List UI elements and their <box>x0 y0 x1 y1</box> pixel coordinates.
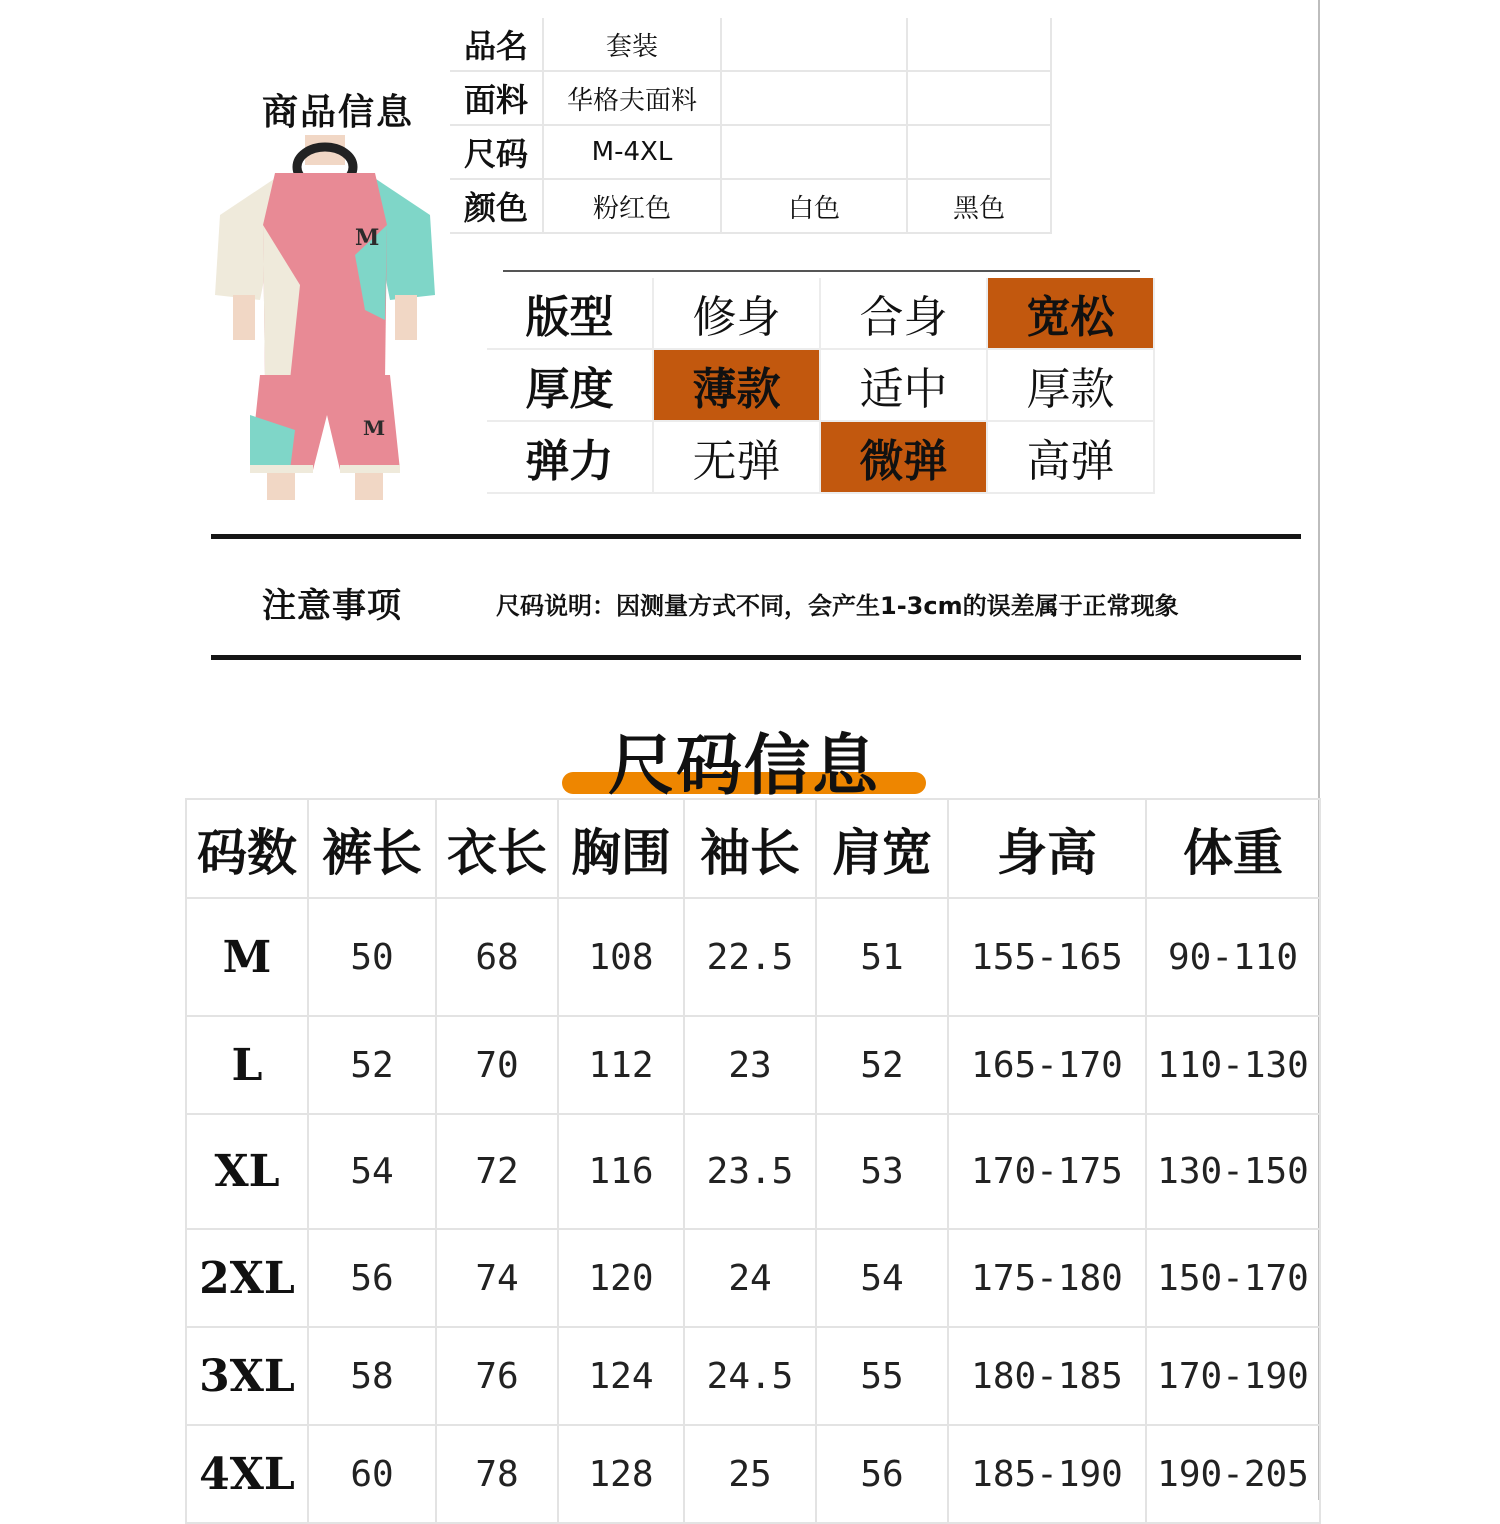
size-cell: 54 <box>816 1229 948 1327</box>
size-cell: 78 <box>436 1425 558 1523</box>
size-cell: 24.5 <box>684 1327 816 1425</box>
info-value <box>907 18 1051 71</box>
notice-text: 尺码说明：因测量方式不同，会产生1-3cm的误差属于正常现象 <box>496 592 1179 620</box>
size-cell: 23.5 <box>684 1114 816 1229</box>
size-cell: 68 <box>436 898 558 1016</box>
info-value <box>907 125 1051 179</box>
size-cell: 25 <box>684 1425 816 1523</box>
size-cell: 110-130 <box>1146 1016 1320 1114</box>
size-cell: 52 <box>816 1016 948 1114</box>
info-value <box>721 71 907 125</box>
size-cell: 170-175 <box>948 1114 1146 1229</box>
attribute-row <box>487 349 1154 421</box>
size-header-cell: 码数 <box>186 799 308 898</box>
size-cell: 150-170 <box>1146 1229 1320 1327</box>
size-row <box>186 1114 1320 1229</box>
size-header-cell: 身高 <box>948 799 1146 898</box>
size-cell: 56 <box>816 1425 948 1523</box>
attribute-row <box>487 421 1154 493</box>
size-cell: 52 <box>308 1016 436 1114</box>
size-cell: 51 <box>816 898 948 1016</box>
size-cell: XL <box>186 1114 308 1229</box>
size-cell: 2XL <box>186 1229 308 1327</box>
info-value: M-4XL <box>543 125 721 179</box>
size-cell: 23 <box>684 1016 816 1114</box>
size-cell: 155-165 <box>948 898 1146 1016</box>
info-value: 套装 <box>543 18 721 71</box>
info-row <box>450 18 1051 71</box>
info-row <box>450 125 1051 179</box>
product-image <box>205 135 445 500</box>
attribute-option: 合身 <box>820 278 987 349</box>
info-row <box>450 71 1051 125</box>
size-cell: 180-185 <box>948 1327 1146 1425</box>
attribute-option: 宽松 <box>987 278 1154 349</box>
size-cell: 116 <box>558 1114 684 1229</box>
info-label: 品名 <box>450 18 543 71</box>
info-row <box>450 179 1051 233</box>
size-cell: 120 <box>558 1229 684 1327</box>
attribute-option: 无弹 <box>653 421 820 493</box>
size-cell: 190-205 <box>1146 1425 1320 1523</box>
svg-text:M: M <box>363 416 386 440</box>
size-cell: 58 <box>308 1327 436 1425</box>
attribute-option: 薄款 <box>653 349 820 421</box>
size-header-cell: 胸围 <box>558 799 684 898</box>
attribute-option: 适中 <box>820 349 987 421</box>
size-row <box>186 898 1320 1016</box>
size-cell: 124 <box>558 1327 684 1425</box>
size-row <box>186 1229 1320 1327</box>
attribute-label: 版型 <box>487 278 653 349</box>
size-cell: 50 <box>308 898 436 1016</box>
attribute-row <box>487 278 1154 349</box>
size-header-cell: 裤长 <box>308 799 436 898</box>
size-header-cell: 袖长 <box>684 799 816 898</box>
size-cell: 70 <box>436 1016 558 1114</box>
size-cell: 55 <box>816 1327 948 1425</box>
info-value <box>721 125 907 179</box>
size-cell: 24 <box>684 1229 816 1327</box>
attribute-option: 修身 <box>653 278 820 349</box>
notice-title: 注意事项 <box>262 586 402 626</box>
size-cell: 112 <box>558 1016 684 1114</box>
attribute-table <box>487 278 1155 494</box>
attribute-top-rule <box>503 270 1140 272</box>
info-label: 颜色 <box>450 179 543 233</box>
size-cell: 90-110 <box>1146 898 1320 1016</box>
info-label: 面料 <box>450 71 543 125</box>
size-cell: 53 <box>816 1114 948 1229</box>
size-cell: 165-170 <box>948 1016 1146 1114</box>
size-cell: 185-190 <box>948 1425 1146 1523</box>
info-value: 白色 <box>721 179 907 233</box>
size-cell: 130-150 <box>1146 1114 1320 1229</box>
info-value: 华格夫面料 <box>543 71 721 125</box>
size-cell: 108 <box>558 898 684 1016</box>
size-cell: 72 <box>436 1114 558 1229</box>
size-cell: 175-180 <box>948 1229 1146 1327</box>
info-value <box>721 18 907 71</box>
attribute-option: 高弹 <box>987 421 1154 493</box>
size-cell: M <box>186 898 308 1016</box>
size-cell: 74 <box>436 1229 558 1327</box>
attribute-option: 微弹 <box>820 421 987 493</box>
size-cell: 76 <box>436 1327 558 1425</box>
size-cell: L <box>186 1016 308 1114</box>
model-figure <box>215 135 435 500</box>
size-cell: 3XL <box>186 1327 308 1425</box>
size-row <box>186 1327 1320 1425</box>
size-table <box>185 798 1321 1524</box>
info-label: 尺码 <box>450 125 543 179</box>
size-cell: 128 <box>558 1425 684 1523</box>
notice-bottom-rule <box>211 655 1301 660</box>
svg-text:M: M <box>355 225 380 251</box>
size-cell: 4XL <box>186 1425 308 1523</box>
size-cell: 170-190 <box>1146 1327 1320 1425</box>
attribute-label: 厚度 <box>487 349 653 421</box>
attribute-option: 厚款 <box>987 349 1154 421</box>
size-row <box>186 1016 1320 1114</box>
size-table-header <box>186 799 1320 898</box>
info-value: 粉红色 <box>543 179 721 233</box>
size-header-cell: 体重 <box>1146 799 1320 898</box>
size-info-title: 尺码信息 <box>608 727 880 804</box>
product-info-table <box>450 18 1052 234</box>
info-value <box>907 71 1051 125</box>
size-row <box>186 1425 1320 1523</box>
size-header-cell: 肩宽 <box>816 799 948 898</box>
size-cell: 22.5 <box>684 898 816 1016</box>
size-header-cell: 衣长 <box>436 799 558 898</box>
product-info-title: 商品信息 <box>262 92 415 133</box>
size-cell: 56 <box>308 1229 436 1327</box>
attribute-label: 弹力 <box>487 421 653 493</box>
size-cell: 60 <box>308 1425 436 1523</box>
notice-top-rule <box>211 534 1301 539</box>
size-cell: 54 <box>308 1114 436 1229</box>
info-value: 黑色 <box>907 179 1051 233</box>
